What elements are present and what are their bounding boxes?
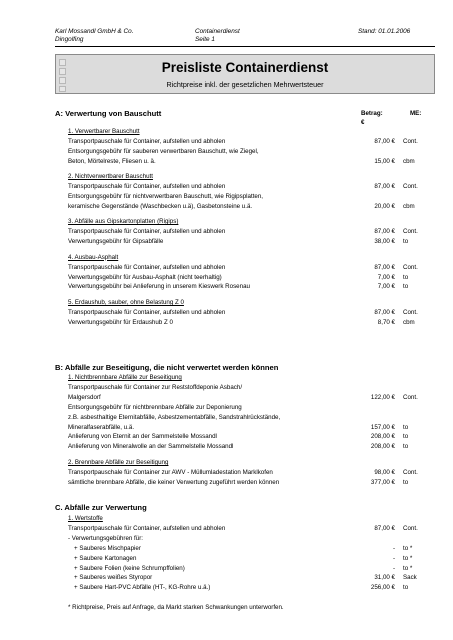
item-description: + Sauberes weißes Styropor	[74, 574, 153, 582]
subsection-label: 1. Verwertbarer Bauschutt	[68, 128, 140, 135]
item-unit: to *	[403, 554, 413, 562]
item-description: Transportpauschale für Container zur Reststoffdeponie Asbach/	[68, 383, 243, 391]
price-row	[68, 544, 438, 554]
item-description: Transportpauschale für Container, aufstellen und abholen	[68, 308, 226, 316]
item-description: Verwertungsgebühr für Erdaushub Z 0	[68, 318, 173, 326]
item-price: 87,00 €	[374, 183, 395, 191]
header-company: Karl Mossandl GmbH & Co.	[55, 28, 134, 35]
item-unit: to	[403, 238, 409, 246]
header-rule	[55, 46, 435, 47]
price-row	[68, 263, 438, 273]
item-unit: Cont.	[403, 183, 418, 191]
item-price: 157,00 €	[370, 423, 395, 431]
item-price: -	[392, 564, 395, 572]
price-row	[68, 413, 438, 423]
item-unit: to	[403, 584, 409, 592]
item-unit: cbm	[403, 318, 415, 326]
item-price: -	[392, 554, 395, 562]
page-title: Preisliste Containerdienst	[161, 60, 329, 75]
subsection-heading	[68, 253, 438, 263]
col-header-me: ME:	[410, 110, 422, 117]
subsection-heading	[68, 127, 438, 137]
item-unit: Cont.	[403, 468, 418, 476]
subsection-label: 1. Wertstoffe	[68, 515, 103, 522]
header-doc: Containerdienst	[195, 28, 240, 35]
section-b-title: B: Abfälle zur Beseitigung, die nicht verwertet werden können	[55, 363, 279, 372]
item-unit: to	[403, 433, 409, 441]
item-description: Anlieferung von Eternit an der Sammelstelle Mossandl	[68, 433, 217, 441]
item-unit: Cont.	[403, 524, 418, 532]
item-unit: to	[403, 443, 409, 451]
item-description: keramische Gegenstände (Waschbecken u.ä), Gasbetonsteine u.ä.	[68, 202, 253, 210]
item-unit: cbm	[403, 157, 415, 165]
price-row	[68, 308, 438, 318]
item-description: Entsorgungsgebühr für nichtverwertbaren Bauschutt, wie Rigipsplatten,	[68, 193, 264, 200]
subsection-label: 2. Nichtverwertbarer Bauschutt	[68, 173, 153, 181]
subsection-heading	[68, 514, 438, 524]
price-row	[68, 157, 438, 167]
item-description: sämtliche brennbare Abfälle, die keiner Verwertung zugeführt werden können	[68, 478, 280, 486]
item-unit: to	[403, 273, 409, 281]
price-row	[68, 432, 438, 442]
price-row	[68, 573, 438, 583]
item-unit: Cont.	[403, 137, 418, 145]
item-price: 7,00 €	[377, 283, 395, 291]
item-price: 98,00 €	[374, 468, 395, 476]
item-description: - Verwertungsgebühren für:	[68, 534, 143, 542]
price-row	[68, 534, 438, 544]
price-row	[68, 318, 438, 328]
subsection-label: 3. Abfälle aus Gipskartonplatten (Rigips)	[68, 218, 179, 226]
item-description: Malgersdorf	[68, 393, 101, 401]
item-price: -	[392, 544, 395, 552]
col-header-euro: €	[361, 119, 365, 126]
price-row	[68, 192, 438, 202]
price-row	[68, 282, 438, 292]
item-price: 8,70 €	[377, 318, 395, 326]
subsection-heading	[68, 373, 438, 383]
item-price: 208,00 €	[370, 443, 395, 451]
item-price: 208,00 €	[370, 433, 395, 441]
item-unit: to *	[403, 544, 413, 552]
item-description: + Sauberes Mischpapier	[74, 544, 141, 552]
subsection-heading	[68, 458, 438, 468]
price-row	[68, 564, 438, 574]
item-unit: cbm	[403, 202, 415, 210]
item-unit: to	[403, 283, 409, 291]
item-description: Transportpauschale für Container, aufstellen und abholen	[68, 228, 226, 236]
item-unit: to *	[403, 564, 413, 572]
item-description: Entsorgungsgebühr für nichtbrennbare Abfälle zur Deponierung	[68, 403, 242, 411]
subsection-label: 4. Ausbau-Asphalt	[68, 253, 119, 261]
subsection-heading	[68, 172, 438, 182]
item-price: 38,00 €	[374, 238, 395, 246]
item-description: Verwertungsgebühr für Gipsabfälle	[68, 238, 164, 246]
item-price: 87,00 €	[374, 524, 395, 532]
price-row	[68, 403, 438, 413]
item-unit: to	[403, 478, 409, 486]
subsection-heading	[68, 298, 438, 308]
price-row	[68, 227, 438, 237]
item-price: 87,00 €	[374, 137, 395, 145]
subsection-label: 2. Brennbare Abfälle zur Beseitigung	[68, 458, 169, 466]
price-row	[68, 583, 438, 593]
item-price: 87,00 €	[374, 308, 395, 316]
price-row	[68, 524, 438, 534]
item-description: Mineralfaserabfälle, u.ä.	[68, 423, 135, 431]
price-row	[68, 137, 438, 147]
price-row	[68, 468, 438, 478]
item-description: Transportpauschale für Container, aufstellen und abholen	[68, 263, 226, 271]
item-description: Transportpauschale für Container, aufstellen und abholen	[68, 183, 226, 191]
col-header-betrag: Betrag:	[361, 110, 383, 117]
item-price: 377,00 €	[370, 478, 395, 486]
item-description: Transportpauschale für Container, aufstellen und abholen	[68, 137, 226, 145]
price-row	[68, 423, 438, 433]
subsection-label: 1. Nichtbrennbare Abfälle zur Beseitigung	[68, 374, 182, 381]
item-price: 7,00 €	[377, 273, 395, 281]
header-city: Dingolfing	[55, 36, 84, 43]
header-stand: Stand: 01.01.2006	[358, 28, 411, 35]
price-row	[68, 202, 438, 212]
item-price: 87,00 €	[374, 228, 395, 236]
price-row	[68, 273, 438, 283]
item-unit: Cont.	[403, 228, 418, 236]
item-description: + Saubere Hart-PVC Abfälle (HT-, KG-Rohre u.ä.)	[74, 584, 211, 592]
section-c-title: C. Abfälle zur Verwertung	[55, 503, 147, 512]
item-price: 256,00 €	[370, 584, 395, 592]
footnote: * Richtpreise, Preis auf Anfrage, da Markt starken Schwankungen unterworfen.	[68, 604, 284, 611]
title-box	[55, 54, 435, 94]
item-unit: Cont.	[403, 308, 418, 316]
item-unit: Sack	[403, 574, 417, 582]
item-description: Beton, Mörtelreste, Fliesen u. ä.	[68, 157, 156, 165]
subsection-label: 5. Erdaushub, sauber, ohne Belastung Z 0	[68, 298, 184, 306]
item-description: + Saubere Kartonagen	[74, 554, 137, 562]
header-page: Seite 1	[195, 36, 215, 43]
price-row	[68, 393, 438, 403]
item-description: Anlieferung von Mineralwolle an der Sammelstelle Mossandl	[68, 443, 234, 451]
price-row	[68, 554, 438, 564]
item-unit: Cont.	[403, 393, 418, 401]
item-price: 31,00 €	[374, 574, 395, 582]
item-unit: Cont.	[403, 263, 418, 271]
item-description: z.B. asbesthaltige Eternitabfälle, Asbestzementabfälle, Sandstrahlrückstände,	[68, 413, 281, 421]
item-price: 122,00 €	[370, 393, 395, 401]
price-row	[68, 478, 438, 488]
price-row	[68, 237, 438, 247]
item-description: + Saubere Folien (keine Schrumpffolien)	[74, 564, 185, 572]
item-unit: to	[403, 423, 409, 431]
price-row	[68, 147, 438, 157]
item-price: 87,00 €	[374, 263, 395, 271]
item-description: Transportpauschale für Container, aufstellen und abholen	[68, 524, 226, 532]
item-description: Verwertungsgebühr für Ausbau-Asphalt (nicht teerhaltig)	[68, 273, 222, 281]
item-price: 20,00 €	[374, 202, 395, 210]
item-price: 15,00 €	[374, 157, 395, 165]
subsection-heading	[68, 217, 438, 227]
price-row	[68, 182, 438, 192]
price-row	[68, 442, 438, 452]
section-a-title: A: Verwertung von Bauschutt	[55, 109, 162, 118]
price-row	[68, 383, 438, 393]
item-description: Transportpauschale für Container zur AWV - Müllumladestation Marklkofen	[68, 468, 273, 476]
item-description: Verwertungsgebühr bei Anlieferung in unserem Kieswerk Rosenau	[68, 283, 250, 291]
page-subtitle: Richtpreise inkl. der gesetzlichen Mehrwertsteuer	[166, 80, 324, 89]
item-description: Entsorgungsgebühr für sauberen verwertbaren Bauschutt, wie Ziegel,	[68, 147, 259, 155]
